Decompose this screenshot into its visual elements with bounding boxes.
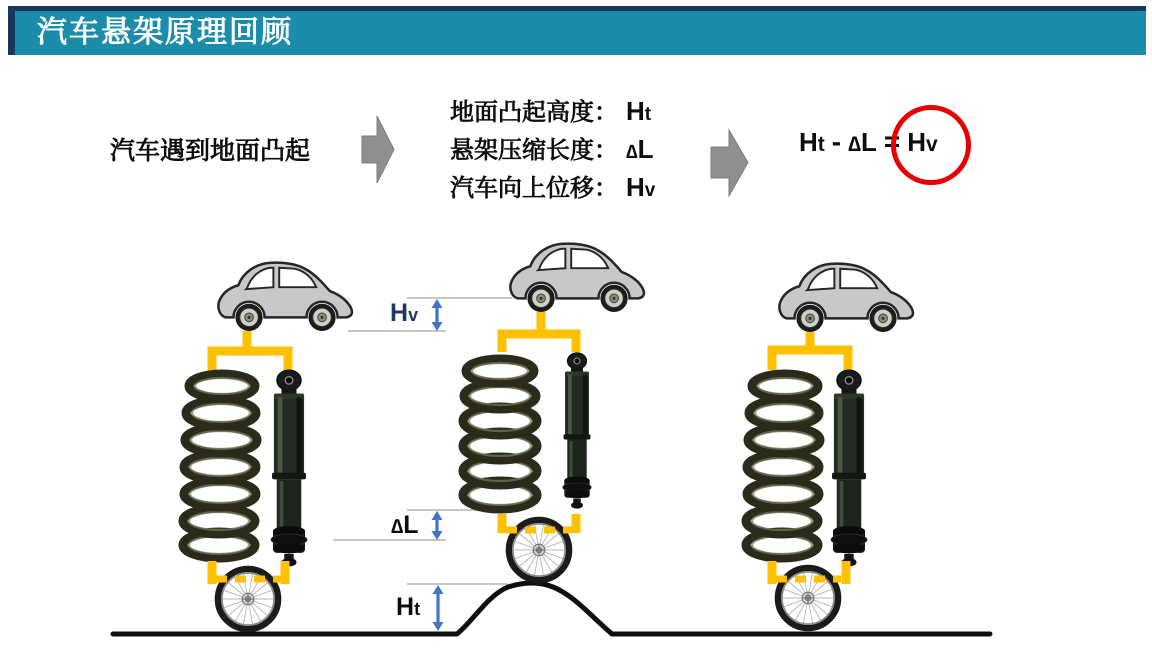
car-icon <box>510 244 644 312</box>
symbol-sub: v <box>644 180 656 201</box>
formula-h1: H <box>799 127 818 157</box>
coil-spring-icon <box>463 359 537 509</box>
emphasis-circle <box>891 105 971 185</box>
formula-minus: - <box>831 126 842 157</box>
delta-l-measure-label: ∆L <box>391 511 419 539</box>
suspension-bracket-top <box>502 312 576 352</box>
definition-label: 汽车向上位移： <box>450 175 618 202</box>
formula-delta: ∆ <box>848 133 861 156</box>
formula-h2: H <box>907 127 926 157</box>
page-title: 汽车悬架原理回顾 <box>37 16 293 49</box>
car-diagram-middle <box>463 244 644 581</box>
coil-spring-icon <box>746 374 820 558</box>
car-diagram-right <box>746 264 913 629</box>
formula-sub1: t <box>817 133 825 156</box>
shock-absorber-icon <box>831 370 867 567</box>
car-icon <box>779 264 913 332</box>
delta-l-measure-arrow-icon <box>432 511 443 540</box>
shock-absorber-icon <box>271 370 307 567</box>
wheel-icon <box>509 520 569 580</box>
symbol-delta: ∆ <box>626 142 638 163</box>
step1-text: 汽车遇到地面凸起 <box>110 137 311 165</box>
process-arrow-icon <box>362 116 394 183</box>
symbol-main: L <box>637 134 654 164</box>
definition-label: 悬架压缩长度： <box>450 137 618 164</box>
formula-equals: = <box>883 126 901 157</box>
formula-l: L <box>860 127 877 157</box>
formula-sub2: v <box>926 133 938 156</box>
hv-measure-arrow-icon <box>432 299 443 331</box>
suspension-bracket-top <box>212 331 288 373</box>
symbol-main: H <box>626 172 645 202</box>
coil-spring-icon <box>183 374 257 558</box>
hv-measure-label: Hv <box>390 299 419 327</box>
ht-measure-label: Ht <box>396 593 421 621</box>
ht-measure-arrow-icon <box>433 585 444 631</box>
car-diagram-left <box>183 263 352 630</box>
definition-label: 地面凸起高度： <box>450 99 618 126</box>
shock-absorber-icon <box>563 353 591 509</box>
suspension-bracket-top <box>772 332 848 372</box>
symbol-sub: t <box>644 104 652 125</box>
symbol-main: H <box>626 96 645 126</box>
process-arrow-icon <box>711 130 748 196</box>
car-icon <box>218 263 352 331</box>
